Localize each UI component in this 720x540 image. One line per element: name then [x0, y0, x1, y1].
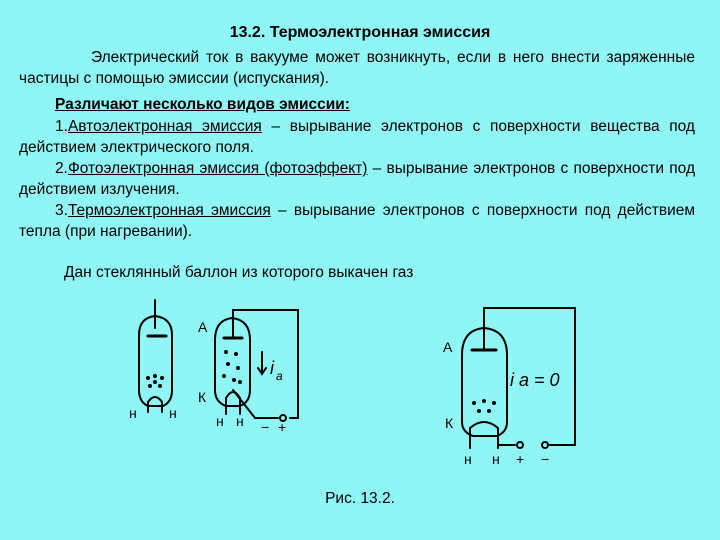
cathode-label: К [445, 415, 454, 431]
heater-label: н [169, 405, 177, 421]
item-number: 1. [55, 118, 68, 135]
item-term: Автоэлектронная эмиссия [67, 118, 262, 135]
intro-paragraph: Электрический ток в вакууме может возникнуть, если в него внести заряженные частицы с помощью эмиссии (испускания). [19, 49, 695, 87]
heater-label: н [492, 451, 500, 467]
item-number: 3. [55, 202, 68, 219]
current-label: i [270, 358, 274, 378]
item-description: – вырывание электронов с поверхности под действием тепла (при нагревании). [19, 202, 696, 240]
tube-diagram-1 [139, 300, 172, 412]
item-term: Фотоэлектронная эмиссия (фотоэффект) [67, 160, 368, 177]
list-item-thermoemission [19, 200, 695, 242]
item-description: – вырывание электронов с поверхности вещества под действием электрического поля. [19, 118, 695, 156]
experiment-note: Дан стеклянный баллон из которого выкачен газ [64, 264, 414, 281]
plus-terminal: + [278, 419, 287, 435]
page-title: 13.2. Термоэлектронная эмиссия [229, 24, 491, 41]
emission-types-heading: Различают несколько видов эмиссии: [55, 96, 350, 113]
heater-label: н [129, 405, 137, 421]
item-description: – вырывание электронов с поверхности под действием излучения. [19, 160, 695, 198]
anode-label: А [443, 339, 453, 355]
anode-label: А [198, 319, 208, 335]
list-item-autoemission [19, 116, 695, 158]
plus-terminal: + [516, 451, 525, 467]
figure-caption: Рис. 13.2. [325, 490, 395, 507]
vacuum-tube-figure [0, 290, 720, 490]
current-subscript: a [276, 369, 283, 383]
minus-terminal: − [261, 419, 270, 435]
minus-terminal: − [541, 451, 550, 467]
cathode-label: К [198, 389, 207, 405]
heater-label: н [236, 413, 244, 429]
item-number: 2. [55, 160, 68, 177]
current-zero-label: i a = 0 [510, 370, 560, 390]
item-term: Термоэлектронная эмиссия [67, 202, 271, 219]
list-item-photoemission [19, 158, 695, 200]
heater-label: н [464, 451, 472, 467]
heater-label: н [216, 413, 224, 429]
